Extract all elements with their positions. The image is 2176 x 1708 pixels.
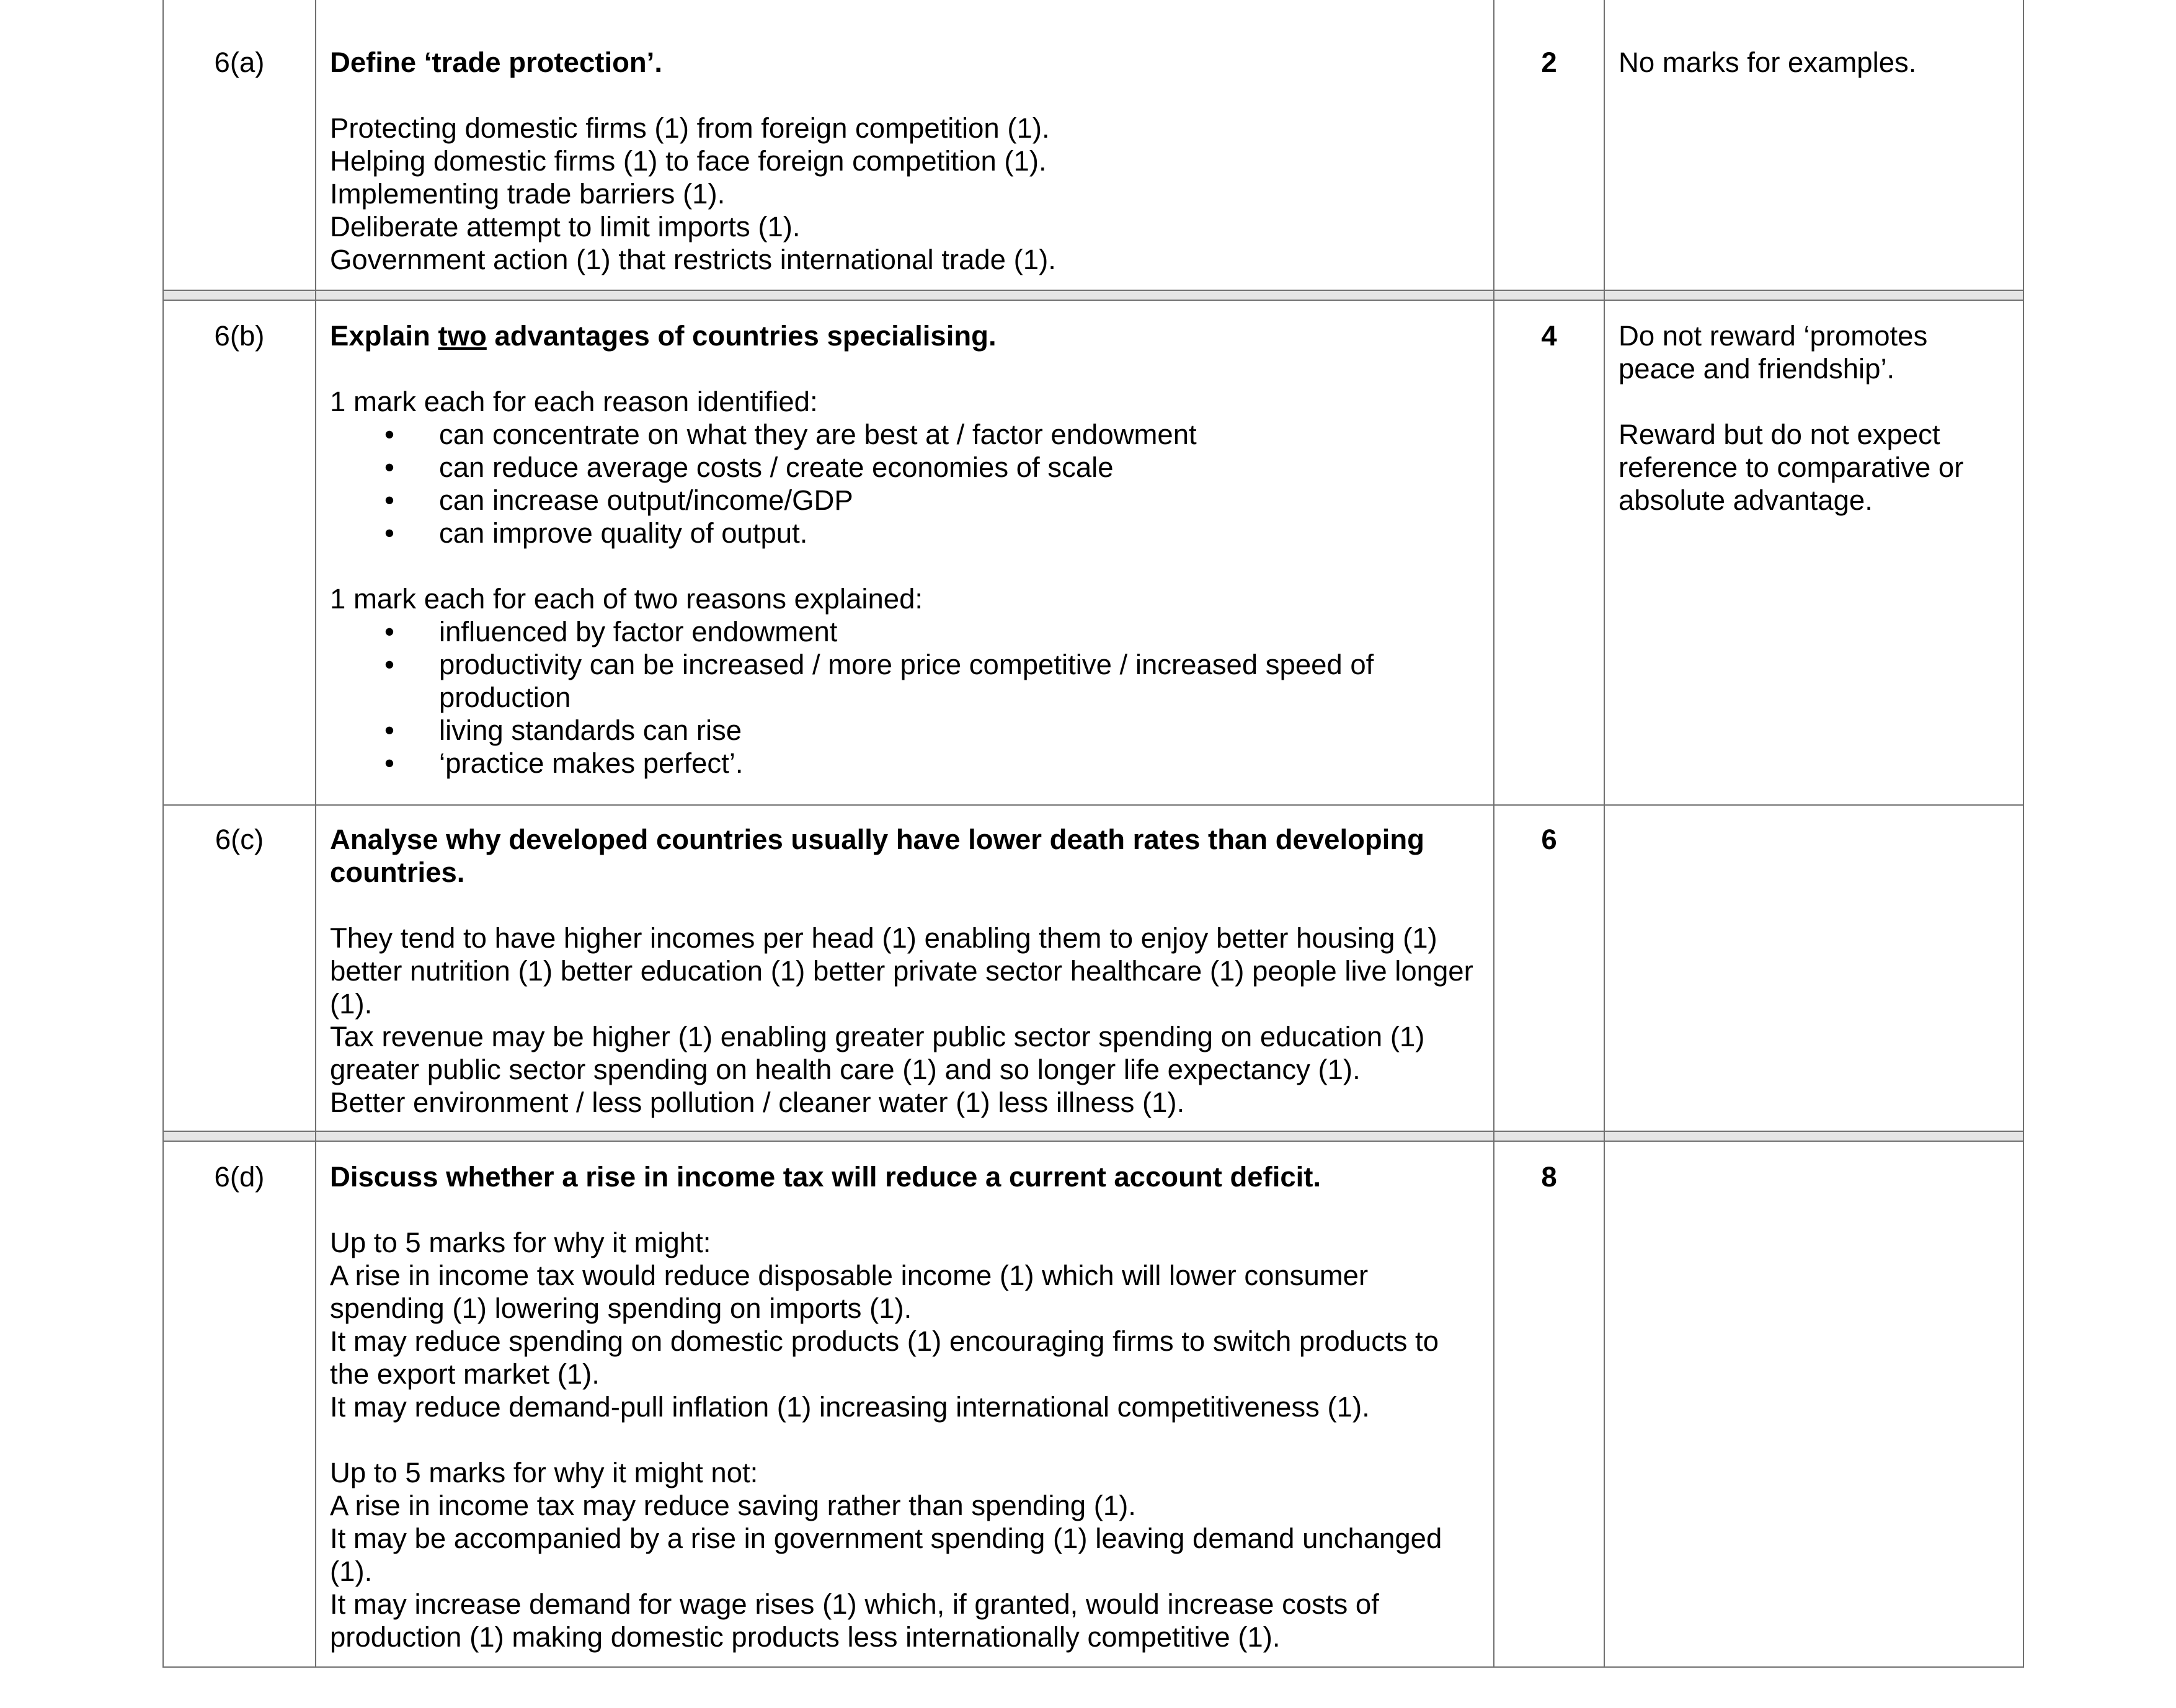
list-item: • can reduce average costs / create economies of scale <box>330 451 1475 484</box>
answer-line: Helping domestic firms (1) to face foreign competition (1). <box>330 145 1047 177</box>
question-heading <box>330 319 1475 352</box>
list-item: • can concentrate on what they are best at / factor endowment <box>330 418 1475 451</box>
answer-intro: Up to 5 marks for why it might not: <box>330 1457 758 1488</box>
marks-cell: 8 <box>1494 1141 1604 1667</box>
marks-cell: 6 <box>1494 805 1604 1131</box>
answer-line: Better environment / less pollution / cleaner water (1) less illness (1). <box>330 1087 1185 1118</box>
answer-line: Deliberate attempt to limit imports (1). <box>330 211 801 242</box>
answer-intro: 1 mark each for each reason identified: <box>330 386 818 417</box>
table-row <box>163 805 2023 1131</box>
table-row <box>163 0 2023 290</box>
guidance-line: Do not reward ‘promotes peace and friendship’. <box>1619 320 1928 385</box>
answer-cell <box>316 1141 1494 1667</box>
answer-line: They tend to have higher incomes per head (1) enabling them to enjoy better housing (1) better nutrition (1) better education (1) better private sector healthcare (1) people live longer (1). <box>330 922 1473 1020</box>
table-row <box>163 300 2023 805</box>
question-heading: Define ‘trade protection’. <box>330 47 662 78</box>
guidance-line: No marks for examples. <box>1619 47 1917 78</box>
heading-text: Explain <box>330 320 438 352</box>
answer-line: Tax revenue may be higher (1) enabling greater public sector spending on education (1) greater public sector spending on health care (1) and so longer life expectancy (1). <box>330 1021 1425 1085</box>
bullet-list <box>330 418 1475 549</box>
answer-cell <box>316 0 1494 290</box>
row-separator <box>163 290 2023 300</box>
guidance-cell <box>1604 805 2023 1131</box>
answer-intro: 1 mark each for each of two reasons explained: <box>330 583 923 615</box>
bullet-list <box>330 615 1475 780</box>
list-item: • ‘practice makes perfect’. <box>330 747 1475 780</box>
answer-line: Protecting domestic firms (1) from foreign competition (1). <box>330 112 1050 144</box>
list-item: • influenced by factor endowment <box>330 615 1475 648</box>
answer-line: Government action (1) that restricts international trade (1). <box>330 244 1056 275</box>
marks-cell: 2 <box>1494 0 1604 290</box>
question-number: 6(a) <box>163 0 316 290</box>
guidance-cell <box>1604 0 2023 290</box>
answer-line: Implementing trade barriers (1). <box>330 178 726 210</box>
row-separator <box>163 1131 2023 1141</box>
answer-line: It may increase demand for wage rises (1) which, if granted, would increase costs of production (1) making domestic products less internationally competitive (1). <box>330 1588 1379 1653</box>
heading-underlined-text: two <box>438 320 487 352</box>
list-item: • can increase output/income/GDP <box>330 484 1475 517</box>
question-heading: Analyse why developed countries usually have lower death rates than developing countries. <box>330 824 1424 888</box>
answer-cell <box>316 300 1494 805</box>
answer-intro: Up to 5 marks for why it might: <box>330 1227 711 1258</box>
answer-cell <box>316 805 1494 1131</box>
guidance-cell <box>1604 1141 2023 1667</box>
question-number: 6(d) <box>163 1141 316 1667</box>
question-heading: Discuss whether a rise in income tax will reduce a current account deficit. <box>330 1161 1321 1193</box>
list-item: • living standards can rise <box>330 714 1475 747</box>
answer-line: It may reduce spending on domestic products (1) encouraging firms to switch products to the export market (1). <box>330 1325 1439 1390</box>
marks-cell: 4 <box>1494 300 1604 805</box>
mark-scheme-table <box>162 0 2024 1668</box>
table-row <box>163 1141 2023 1667</box>
heading-text: advantages of countries specialising. <box>486 320 997 352</box>
list-item: • productivity can be increased / more price competitive / increased speed of production <box>330 648 1475 714</box>
answer-line: A rise in income tax may reduce saving rather than spending (1). <box>330 1490 1136 1521</box>
list-item: • can improve quality of output. <box>330 517 1475 549</box>
guidance-line: Reward but do not expect reference to comparative or absolute advantage. <box>1619 419 1964 516</box>
question-number: 6(b) <box>163 300 316 805</box>
answer-line: A rise in income tax would reduce disposable income (1) which will lower consumer spending (1) lowering spending on imports (1). <box>330 1260 1369 1324</box>
guidance-cell <box>1604 300 2023 805</box>
answer-line: It may reduce demand-pull inflation (1) increasing international competitiveness (1). <box>330 1391 1370 1423</box>
question-number: 6(c) <box>163 805 316 1131</box>
answer-line: It may be accompanied by a rise in government spending (1) leaving demand unchanged (1). <box>330 1523 1442 1587</box>
